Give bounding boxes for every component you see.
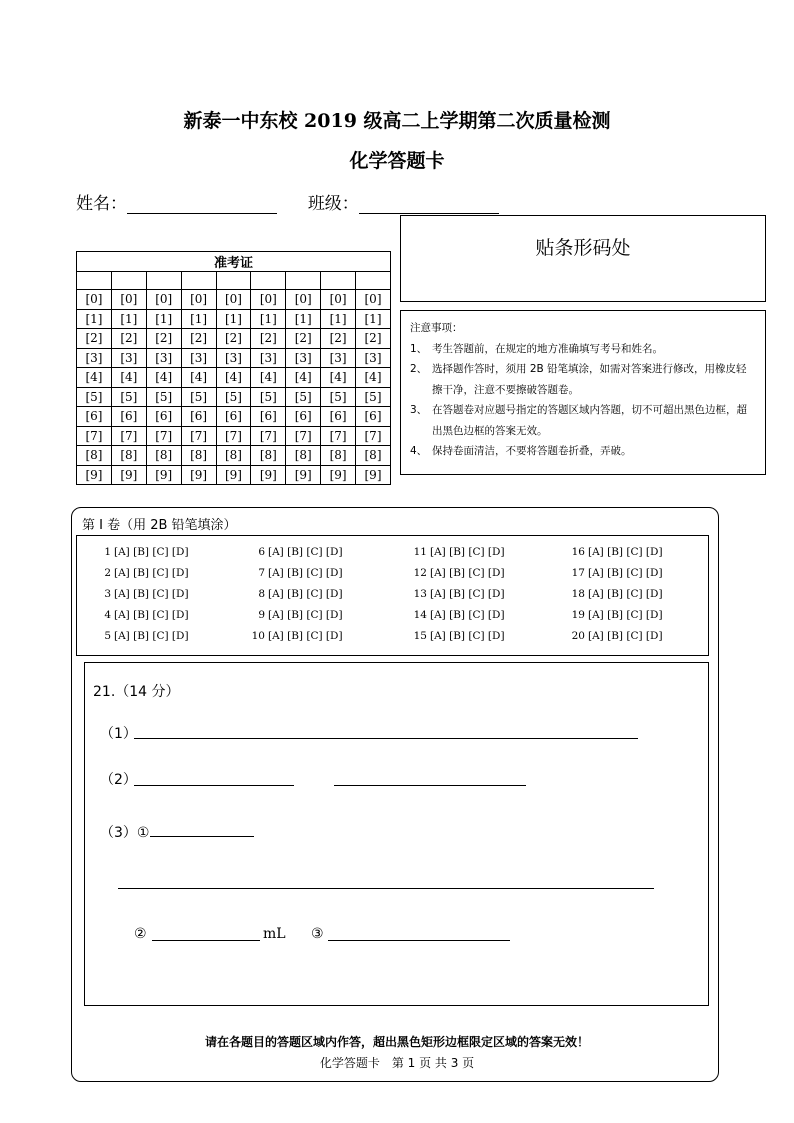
exam-id-bubble[interactable]: [0] (77, 290, 112, 310)
exam-id-bubble[interactable]: [4] (286, 368, 321, 388)
class-label: 班级： (307, 194, 359, 214)
exam-id-bubble[interactable]: [5] (216, 387, 251, 407)
q21-part2-answer-line-b[interactable] (334, 785, 526, 786)
exam-id-bubble[interactable]: [4] (146, 368, 181, 388)
notes-box (400, 310, 766, 475)
exam-id-bubble[interactable]: [0] (321, 290, 356, 310)
note-item: 1、 考生答题前，在规定的地方准确填写考号和姓名。 (410, 342, 663, 355)
exam-id-bubble[interactable]: [0] (181, 290, 216, 310)
exam-id-bubble[interactable]: [3] (216, 348, 251, 368)
mc-question-number: 2 (104, 567, 111, 579)
exam-id-bubble[interactable]: [7] (251, 426, 286, 446)
mc-options[interactable]: [A] [B] [C] [D] (268, 609, 343, 621)
mc-question-number: 13 (413, 588, 427, 600)
exam-id-entry-cell[interactable] (146, 272, 181, 290)
exam-id-bubble[interactable]: [3] (181, 348, 216, 368)
class-field[interactable] (359, 194, 499, 214)
exam-id-digit-row (77, 348, 391, 368)
mc-question-9 (245, 609, 343, 621)
exam-id-digit-row (77, 387, 391, 407)
exam-id-digit-row (77, 290, 391, 310)
note-item: 4、 保持卷面清洁，不要将答题卷折叠，弄破。 (410, 445, 632, 457)
barcode-area (400, 215, 766, 302)
exam-id-bubble[interactable]: [8] (181, 446, 216, 466)
exam-id-bubble[interactable]: [6] (321, 407, 356, 427)
exam-id-bubble[interactable]: [5] (321, 387, 356, 407)
mc-question-1 (91, 546, 189, 558)
mc-question-10 (245, 630, 343, 642)
exam-id-bubble[interactable]: [9] (321, 465, 356, 485)
mc-question-2 (91, 567, 189, 579)
mc-question-number: 19 (571, 609, 585, 621)
mc-question-number: 3 (104, 588, 111, 600)
exam-id-bubble[interactable]: [9] (111, 465, 146, 485)
exam-id-grid (76, 251, 391, 485)
mc-question-15 (407, 630, 505, 642)
exam-id-bubble[interactable]: [0] (216, 290, 251, 310)
mc-question-number: 10 (251, 630, 265, 642)
exam-id-bubble[interactable]: [3] (146, 348, 181, 368)
exam-id-bubble[interactable]: [9] (146, 465, 181, 485)
mc-options[interactable]: [A] [B] [C] [D] (114, 630, 189, 642)
exam-id-entry-cell[interactable] (251, 272, 286, 290)
exam-id-bubble[interactable]: [6] (77, 407, 112, 427)
exam-id-bubble[interactable]: [8] (286, 446, 321, 466)
exam-id-bubble[interactable]: [4] (321, 368, 356, 388)
mc-options[interactable]: [A] [B] [C] [D] (430, 567, 505, 579)
exam-id-bubble[interactable]: [1] (356, 309, 391, 329)
exam-id-bubble[interactable]: [6] (251, 407, 286, 427)
exam-id-bubble[interactable]: [9] (356, 465, 391, 485)
mc-options[interactable]: [A] [B] [C] [D] (268, 630, 343, 642)
exam-id-digit-row (77, 368, 391, 388)
mc-question-12 (407, 567, 505, 579)
mc-question-3 (91, 588, 189, 600)
mc-question-number: 1 (104, 546, 111, 558)
q21-part3-answer-line-long[interactable] (118, 888, 654, 889)
exam-id-bubble[interactable]: [5] (181, 387, 216, 407)
exam-id-bubble[interactable]: [5] (356, 387, 391, 407)
exam-id-bubble[interactable]: [1] (181, 309, 216, 329)
exam-id-bubble[interactable]: [1] (216, 309, 251, 329)
q21-part2-answer-line-a[interactable] (134, 785, 294, 786)
exam-id-entry-cell[interactable] (286, 272, 321, 290)
notes-title: 注意事项： (410, 322, 463, 334)
exam-id-bubble[interactable]: [9] (286, 465, 321, 485)
exam-id-bubble[interactable]: [8] (77, 446, 112, 466)
exam-id-digit-row (77, 426, 391, 446)
exam-id-bubble[interactable]: [2] (146, 329, 181, 349)
mc-options[interactable]: [A] [B] [C] [D] (114, 609, 189, 621)
mc-question-5 (91, 630, 189, 642)
note-item: 3、 在答题卷对应题号指定的答题区域内答题，切不可超出黑色边框，超出黑色边框的答案无效。 (410, 404, 747, 437)
mc-question-number: 12 (413, 567, 427, 579)
mc-question-14 (407, 609, 505, 621)
exam-id-bubble[interactable]: [2] (321, 329, 356, 349)
barcode-label: 贴条形码处 (535, 237, 631, 259)
mc-question-number: 17 (571, 567, 585, 579)
mc-question-7 (245, 567, 343, 579)
mc-options[interactable]: [A] [B] [C] [D] (588, 567, 663, 579)
q21-part3-sub2-answer-line[interactable] (152, 940, 260, 941)
mc-question-number: 14 (413, 609, 427, 621)
exam-id-digit-row (77, 329, 391, 349)
exam-id-entry-cell[interactable] (356, 272, 391, 290)
exam-id-bubble[interactable]: [5] (77, 387, 112, 407)
exam-id-digit-row (77, 407, 391, 427)
exam-id-bubble[interactable]: [5] (286, 387, 321, 407)
exam-id-bubble[interactable]: [7] (77, 426, 112, 446)
mc-question-number: 20 (571, 630, 585, 642)
exam-id-bubble[interactable]: [2] (77, 329, 112, 349)
exam-id-bubble[interactable]: [1] (146, 309, 181, 329)
footer-page: 化学答题卡 第 1 页 共 3 页 (319, 1056, 475, 1070)
mc-options[interactable]: [A] [B] [C] [D] (430, 546, 505, 558)
exam-id-bubble[interactable]: [3] (77, 348, 112, 368)
q21-title: 21.（14 分） (93, 684, 180, 700)
mc-question-number: 15 (413, 630, 427, 642)
mc-options[interactable]: [A] [B] [C] [D] (588, 630, 663, 642)
exam-id-bubble[interactable]: [6] (111, 407, 146, 427)
exam-id-title: 准考证 (77, 252, 391, 272)
q21-part3-label: （3）① (100, 825, 150, 841)
q21-part3-sub3-answer-line[interactable] (328, 940, 510, 941)
exam-id-bubble[interactable]: [2] (286, 329, 321, 349)
mc-question-number: 7 (258, 567, 265, 579)
mc-options[interactable]: [A] [B] [C] [D] (430, 588, 505, 600)
mc-question-number: 6 (258, 546, 265, 558)
exam-id-entry-cell[interactable] (111, 272, 146, 290)
exam-id-entry-cell[interactable] (321, 272, 356, 290)
exam-id-bubble[interactable]: [0] (356, 290, 391, 310)
q21-part2-label: （2） (100, 772, 137, 788)
section1-title: 第 I 卷（用 2B 铅笔填涂） (82, 518, 237, 533)
name-field[interactable] (127, 194, 277, 214)
exam-id-bubble[interactable]: [4] (356, 368, 391, 388)
mc-options[interactable]: [A] [B] [C] [D] (268, 546, 343, 558)
mc-question-number: 11 (413, 546, 427, 558)
exam-id-bubble[interactable]: [4] (181, 368, 216, 388)
exam-id-bubble[interactable]: [4] (251, 368, 286, 388)
exam-id-bubble[interactable]: [9] (216, 465, 251, 485)
exam-id-bubble[interactable]: [7] (286, 426, 321, 446)
mc-question-20 (565, 630, 663, 642)
exam-id-digit-row (77, 465, 391, 485)
exam-id-bubble[interactable]: [2] (181, 329, 216, 349)
exam-id-bubble[interactable]: [0] (286, 290, 321, 310)
exam-id-bubble[interactable]: [2] (111, 329, 146, 349)
page-title: 新泰一中东校 2019 级高二上学期第二次质量检测 (183, 110, 611, 132)
note-item: 2、 选择题作答时，须用 2B 铅笔填涂，如需对答案进行修改，用橡皮轻擦干净，注意不要擦破答题卷。 (410, 363, 747, 396)
exam-id-bubble[interactable]: [7] (181, 426, 216, 446)
exam-id-bubble[interactable]: [7] (146, 426, 181, 446)
exam-id-bubble[interactable]: [1] (251, 309, 286, 329)
exam-id-bubble[interactable]: [8] (216, 446, 251, 466)
exam-id-bubble[interactable]: [3] (111, 348, 146, 368)
exam-id-bubble[interactable]: [2] (216, 329, 251, 349)
exam-id-bubble[interactable]: [6] (356, 407, 391, 427)
mc-options[interactable]: [A] [B] [C] [D] (114, 567, 189, 579)
exam-id-bubble[interactable]: [3] (286, 348, 321, 368)
q21-part3-answer-line-1[interactable] (150, 836, 254, 837)
exam-id-bubble[interactable]: [0] (146, 290, 181, 310)
exam-id-bubble[interactable]: [1] (321, 309, 356, 329)
exam-id-bubble[interactable]: [8] (251, 446, 286, 466)
mc-question-number: 18 (571, 588, 585, 600)
exam-id-bubble[interactable]: [3] (356, 348, 391, 368)
exam-id-bubble[interactable]: [8] (321, 446, 356, 466)
mc-question-number: 4 (104, 609, 111, 621)
mc-question-17 (565, 567, 663, 579)
mc-question-11 (407, 546, 505, 558)
exam-id-bubble[interactable]: [6] (146, 407, 181, 427)
mc-options[interactable]: [A] [B] [C] [D] (268, 588, 343, 600)
exam-id-bubble[interactable]: [5] (251, 387, 286, 407)
exam-id-bubble[interactable]: [8] (111, 446, 146, 466)
exam-id-bubble[interactable]: [0] (251, 290, 286, 310)
mc-question-13 (407, 588, 505, 600)
exam-id-bubble[interactable]: [3] (251, 348, 286, 368)
exam-id-entry-cell[interactable] (181, 272, 216, 290)
exam-id-bubble[interactable]: [8] (356, 446, 391, 466)
exam-id-bubble[interactable]: [6] (181, 407, 216, 427)
exam-id-bubble[interactable]: [7] (321, 426, 356, 446)
exam-id-bubble[interactable]: [2] (356, 329, 391, 349)
mc-options[interactable]: [A] [B] [C] [D] (114, 546, 189, 558)
mc-question-number: 16 (571, 546, 585, 558)
exam-id-bubble[interactable]: [9] (251, 465, 286, 485)
exam-id-entry-cell[interactable] (216, 272, 251, 290)
exam-id-bubble[interactable]: [4] (111, 368, 146, 388)
mc-question-4 (91, 609, 189, 621)
exam-id-bubble[interactable]: [0] (111, 290, 146, 310)
footer-warning: 请在各题目的答题区域内作答，超出黑色矩形边框限定区域的答案无效！ (204, 1035, 589, 1049)
mc-options[interactable]: [A] [B] [C] [D] (430, 609, 505, 621)
mc-question-18 (565, 588, 663, 600)
question-21-box (84, 662, 709, 1006)
exam-id-bubble[interactable]: [6] (216, 407, 251, 427)
q21-part3-sub3-label: ③ (311, 926, 324, 942)
mc-options[interactable]: [A] [B] [C] [D] (114, 588, 189, 600)
mc-question-8 (245, 588, 343, 600)
exam-id-bubble[interactable]: [2] (251, 329, 286, 349)
mc-options[interactable]: [A] [B] [C] [D] (588, 588, 663, 600)
mc-options[interactable]: [A] [B] [C] [D] (588, 546, 663, 558)
exam-id-bubble[interactable]: [7] (111, 426, 146, 446)
exam-id-bubble[interactable]: [9] (181, 465, 216, 485)
exam-id-bubble[interactable]: [7] (216, 426, 251, 446)
exam-id-bubble[interactable]: [7] (356, 426, 391, 446)
mc-question-19 (565, 609, 663, 621)
mc-question-number: 9 (258, 609, 265, 621)
student-info-row (76, 189, 499, 214)
q21-part3-sub2-label: ② (134, 926, 147, 942)
mc-question-6 (245, 546, 343, 558)
exam-id-bubble[interactable]: [3] (321, 348, 356, 368)
exam-id-bubble[interactable]: [1] (286, 309, 321, 329)
exam-id-bubble[interactable]: [1] (111, 309, 146, 329)
q21-part1-answer-line[interactable] (134, 738, 638, 739)
name-label: 姓名： (76, 194, 127, 214)
exam-id-bubble[interactable]: [6] (286, 407, 321, 427)
q21-unit-ml: mL (263, 926, 286, 942)
exam-id-bubble[interactable]: [5] (111, 387, 146, 407)
exam-id-digit-row (77, 446, 391, 466)
exam-id-bubble[interactable]: [5] (146, 387, 181, 407)
mc-options[interactable]: [A] [B] [C] [D] (588, 609, 663, 621)
q21-part1-label: （1） (100, 726, 137, 742)
exam-id-bubble[interactable]: [9] (77, 465, 112, 485)
exam-id-bubble[interactable]: [8] (146, 446, 181, 466)
mc-question-number: 5 (104, 630, 111, 642)
page-subtitle: 化学答题卡 (349, 150, 445, 172)
multiple-choice-box (76, 535, 709, 656)
mc-options[interactable]: [A] [B] [C] [D] (430, 630, 505, 642)
mc-question-16 (565, 546, 663, 558)
exam-id-digit-row (77, 309, 391, 329)
exam-id-bubble[interactable]: [1] (77, 309, 112, 329)
mc-question-number: 8 (258, 588, 265, 600)
exam-id-bubble[interactable]: [4] (77, 368, 112, 388)
exam-id-bubble[interactable]: [4] (216, 368, 251, 388)
mc-options[interactable]: [A] [B] [C] [D] (268, 567, 343, 579)
exam-id-entry-cell[interactable] (77, 272, 112, 290)
